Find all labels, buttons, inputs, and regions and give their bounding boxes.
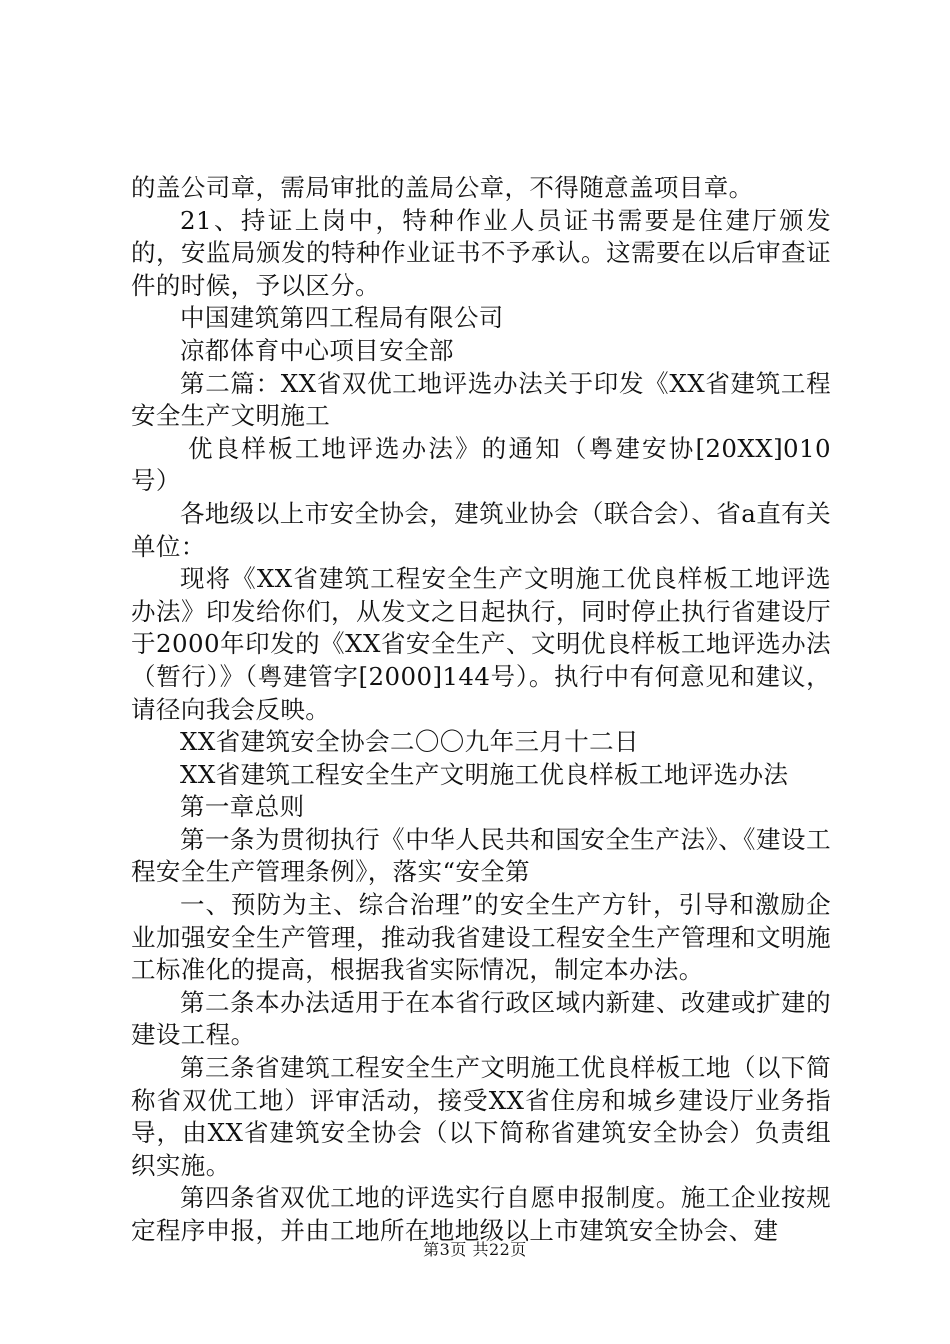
paragraph-chapter-two-title: 第二篇：XX省双优工地评选办法关于印发《XX省建筑工程安全生产文明施工 [131, 368, 831, 431]
paragraph-recipients: 各地级以上市安全协会，建筑业协会（联合会）、省a直有关单位： [131, 498, 831, 561]
paragraph-company: 中国建筑第四工程局有限公司 [180, 303, 504, 333]
paragraph-signature-date: XX省建筑安全协会二〇〇九年三月十二日 [180, 727, 639, 757]
paragraph-item-21: 21、持证上岗中，特种作业人员证书需要是住建厅颁发的，安监局颁发的特种作业证书不予承认。这需要在以后审查证件的时候，予以区分。 [131, 205, 831, 300]
paragraph-article-2: 第二条本办法适用于在本省行政区域内新建、改建或扩建的建设工程。 [131, 987, 831, 1050]
paragraph-notice-title: 优良样板工地评选办法》的通知（粤建安协[20XX]010号） [131, 433, 831, 496]
paragraph-department: 凉都体育中心项目安全部 [180, 335, 454, 365]
paragraph-article-4: 第四条省双优工地的评选实行自愿申报制度。施工企业按规定程序申报，并由工地所在地地级以上市建筑安全协会、建 [131, 1183, 831, 1245]
paragraph-article-1-cont: 一、预防为主、综合治理”的安全生产方针，引导和激励企业加强安全生产管理，推动我省建设工程安全生产管理和文明施工标准化的提高，根据我省实际情况，制定本办法。 [131, 890, 831, 985]
paragraph-continuation: 的盖公司章，需局审批的盖局公章，不得随意盖项目章。 [131, 173, 754, 202]
page-number-footer: 第3页 共22页 [423, 1240, 527, 1259]
document-body [131, 172, 831, 1248]
paragraph-article-1: 第一条为贯彻执行《中华人民共和国安全生产法》、《建设工程安全生产管理条例》，落实“安全第 [131, 824, 831, 887]
paragraph-rules-title: XX省建筑工程安全生产文明施工优良样板工地评选办法 [180, 759, 789, 789]
paragraph-article-3: 第三条省建筑工程安全生产文明施工优良样板工地（以下简称省双优工地）评审活动，接受XX省住房和城乡建设厅业务指导，由XX省建筑安全协会（以下简称省建筑安全协会）负责组织实施。 [131, 1053, 831, 1180]
paragraph-notice-body: 现将《XX省建筑工程安全生产文明施工优良样板工地评选办法》印发给你们，从发文之日起执行，同时停止执行省建设厅于2000年印发的《XX省安全生产、文明优良样板工地评选办法（暂行）》（粤建管字[2000]144号）。执行中有何意见和建议，请径向我会反映。 [131, 564, 831, 724]
paragraph-chapter-one: 第一章总则 [180, 792, 305, 822]
